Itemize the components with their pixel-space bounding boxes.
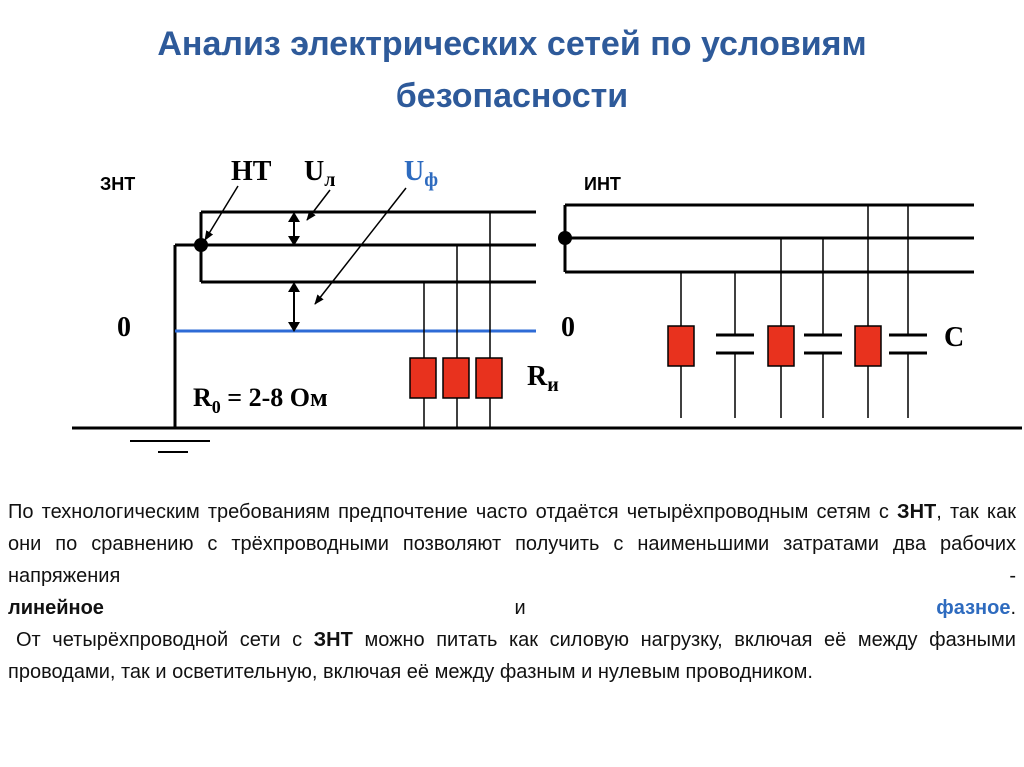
phase-voltage-arrow — [288, 282, 300, 332]
earth-symbol — [130, 441, 210, 452]
p1-znt: ЗНТ — [897, 501, 937, 523]
p2-rest: можно питать как силовую нагрузку, включая её между фазными проводами, так и осветительную, включая её между фазным и нулевым проводником. — [8, 629, 1016, 683]
ri-label: $R_и$ — [527, 361, 559, 396]
neutral-point — [194, 238, 208, 252]
paragraph-1 — [8, 496, 1016, 624]
zero-right-label: 0 — [561, 312, 575, 343]
word-linear: линейное — [8, 597, 104, 619]
int-label: ИНТ — [584, 174, 621, 194]
int-resistor-2 — [768, 326, 794, 366]
insulation-resistor-1 — [410, 358, 436, 398]
nt-label: НТ — [231, 156, 272, 187]
int-neutral-point — [558, 231, 572, 245]
word-phase: фазное — [936, 597, 1011, 619]
int-resistor-1 — [668, 326, 694, 366]
p2-znt: ЗНТ — [313, 629, 353, 651]
period: . — [1010, 597, 1017, 619]
c-label: С — [944, 322, 965, 353]
right-network — [558, 205, 974, 418]
int-resistor-3 — [855, 326, 881, 366]
title-line-2: безопасности — [395, 77, 629, 115]
insulation-resistor-2 — [443, 358, 469, 398]
paragraph-2 — [8, 624, 1016, 688]
insulation-resistor-3 — [476, 358, 502, 398]
r0-label: $R_0 = 2-8$ Ом — [193, 383, 328, 417]
line-voltage-label: $U_л$ — [304, 156, 336, 191]
description-text — [8, 496, 1016, 688]
title-line-1: Анализ электрических сетей по условиям — [157, 25, 867, 63]
line-voltage-arrow — [288, 212, 300, 246]
p1-line-1: По технологическим требованиям предпочтение часто отдаётся — [8, 501, 619, 523]
phase-voltage-label: $U_ф$ — [404, 156, 439, 191]
word-and: и — [514, 597, 526, 619]
p2-start: От четырёхпроводной сети с — [16, 629, 314, 651]
zero-left-label: 0 — [117, 312, 131, 343]
p1-line-4 — [8, 592, 1016, 624]
znt-label: ЗНТ — [100, 174, 136, 194]
p1-line-3: позволяют получить с наименьшими затратами два рабочих напряжения - — [8, 533, 1017, 587]
p1-line-2b: , так как они по сравнению с трёхпроводными — [8, 501, 1016, 555]
p1-line-2a: четырёхпроводным сетям с — [626, 501, 898, 523]
ul-leader — [307, 190, 330, 220]
